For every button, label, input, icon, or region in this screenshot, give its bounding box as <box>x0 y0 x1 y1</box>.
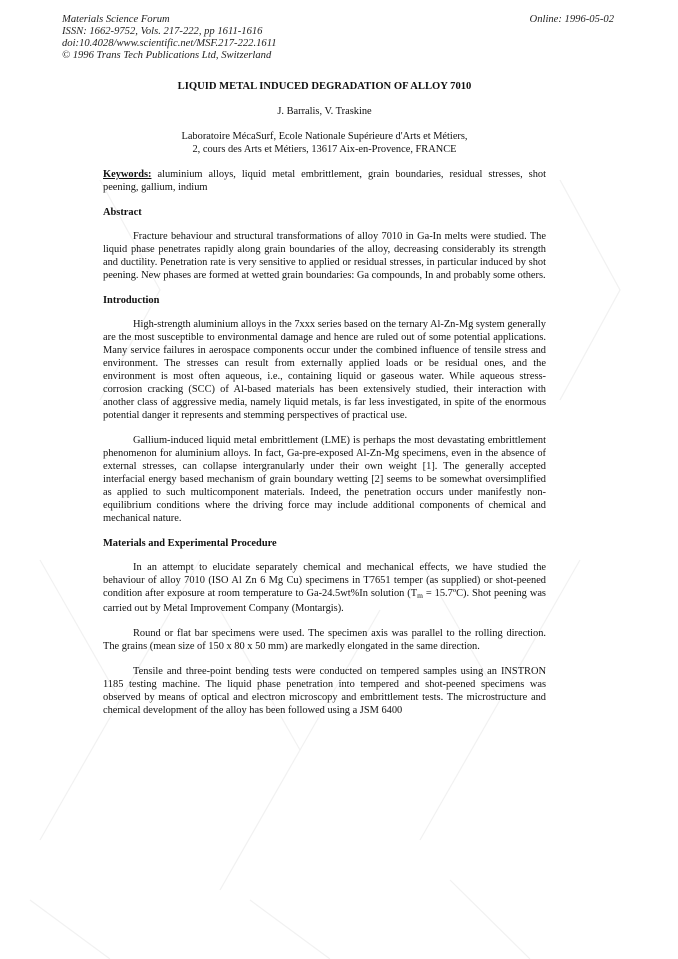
keywords-label: Keywords: <box>103 169 152 180</box>
keywords <box>103 168 546 194</box>
journal-header <box>62 14 277 62</box>
introduction-heading: Introduction <box>103 295 160 306</box>
doi-line[interactable]: doi:10.4028/www.scientific.net/MSF.217-222.1611 <box>62 38 277 49</box>
paper-authors: J. Barralis, V. Traskine <box>277 106 372 117</box>
copyright-line: © 1996 Trans Tech Publications Ltd, Switzerland <box>62 50 272 61</box>
methods-paragraph-3: Tensile and three-point bending tests were conducted on tempered samples using an INSTRON 1185 testing machine. The liquid phase penetration into tempered and shot-peened specimens was observed by means of optical and electron microscopy and embrittlement tests. The microstructure and chemical development of the alloy has been followed using a JSM 6400 <box>103 666 546 716</box>
affiliation-line-1: Laboratoire MécaSurf, Ecole Nationale Supérieure d'Arts et Métiers, <box>181 131 468 142</box>
paper-title: LIQUID METAL INDUCED DEGRADATION OF ALLOY 7010 <box>177 81 472 92</box>
methods-paragraph-2: Round or flat bar specimens were used. The specimen axis was parallel to the rolling direction. The grains (mean size of 150 x 80 x 50 mm) are markedly elongated in the same direction. <box>103 628 546 652</box>
journal-name: Materials Science Forum <box>62 14 170 25</box>
keywords-text: aluminium alloys, liquid metal embrittlement, grain boundaries, residual stresses, shot peening, gallium, indium <box>103 169 546 193</box>
abstract-heading: Abstract <box>103 207 142 218</box>
abstract-text: Fracture behaviour and structural transformations of alloy 7010 in Ga-In melts were studied. The liquid phase penetrates rapidly along grain boundaries of the alloy, decreasing considerably its strength and ductility. Penetration rate is very sensitive to applied or residual stresses, in particular induced by shot peening. New phases are formed at wetted grain boundaries: Ga compounds, In and probably some others. <box>103 231 546 281</box>
introduction-paragraph-2: Gallium-induced liquid metal embrittlement (LME) is perhaps the most devastating embrittlement phenomenon for aluminium alloys. In fact, Ga-pre-exposed Al-Zn-Mg specimens, even in the absence of external stresses, can collapse intergranularly under their own weight [1]. The generally accepted interfacial energy based mechanism of grain boundary wetting [2] seems to be somewhat oversimplified as applied to such multicomponent materials. Indeed, the penetration occurs under manifestly non-equilibrium conditions where the driving force may include additional components of chemical and mechanical nature. <box>103 435 546 524</box>
methods-heading: Materials and Experimental Procedure <box>103 538 277 549</box>
introduction-paragraph-1: High-strength aluminium alloys in the 7xxx series based on the ternary Al-Zn-Mg system generally are the most susceptible to environmental damage and hence are ruled out of some potential applications. Many service failures in aerospace components occur under the combined influence of tensile stress and environment. The stresses can result from externally applied loads or be residual ones, and the environment is most often aqueous, i.e., containing liquid or gaseous water. While aqueous stress-corrosion cracking (SCC) of Al-based materials has been extensively studied, their interaction with another class of aggressive media, namely liquid metals, is far less investigated, in spite of the enormous potential danger it represents and stemming perspectives of practical use. <box>103 319 546 421</box>
affiliation-line-2: 2, cours des Arts et Métiers, 13617 Aix-en-Provence, FRANCE <box>192 144 457 155</box>
affiliation <box>103 130 546 156</box>
methods-paragraph-1: In an attempt to elucidate separately chemical and mechanical effects, we have studied the behaviour of alloy 7010 (ISO Al Zn 6 Mg Cu) specimens in T7651 temper (as supplied) or shot-peened condition after exposure at room temperature to Ga-24.5wt%In solution ($T_m$ = 15.7ºC). Shot peening was carried out by Metal Improvement Company (Montargis). <box>103 562 546 614</box>
paper-body <box>103 80 546 717</box>
online-date: Online: 1996-05-02 <box>529 14 614 25</box>
melting-temp-subscript: m <box>417 591 423 600</box>
issn-line: ISSN: 1662-9752, Vols. 217-222, pp 1611-1616 <box>62 26 263 37</box>
